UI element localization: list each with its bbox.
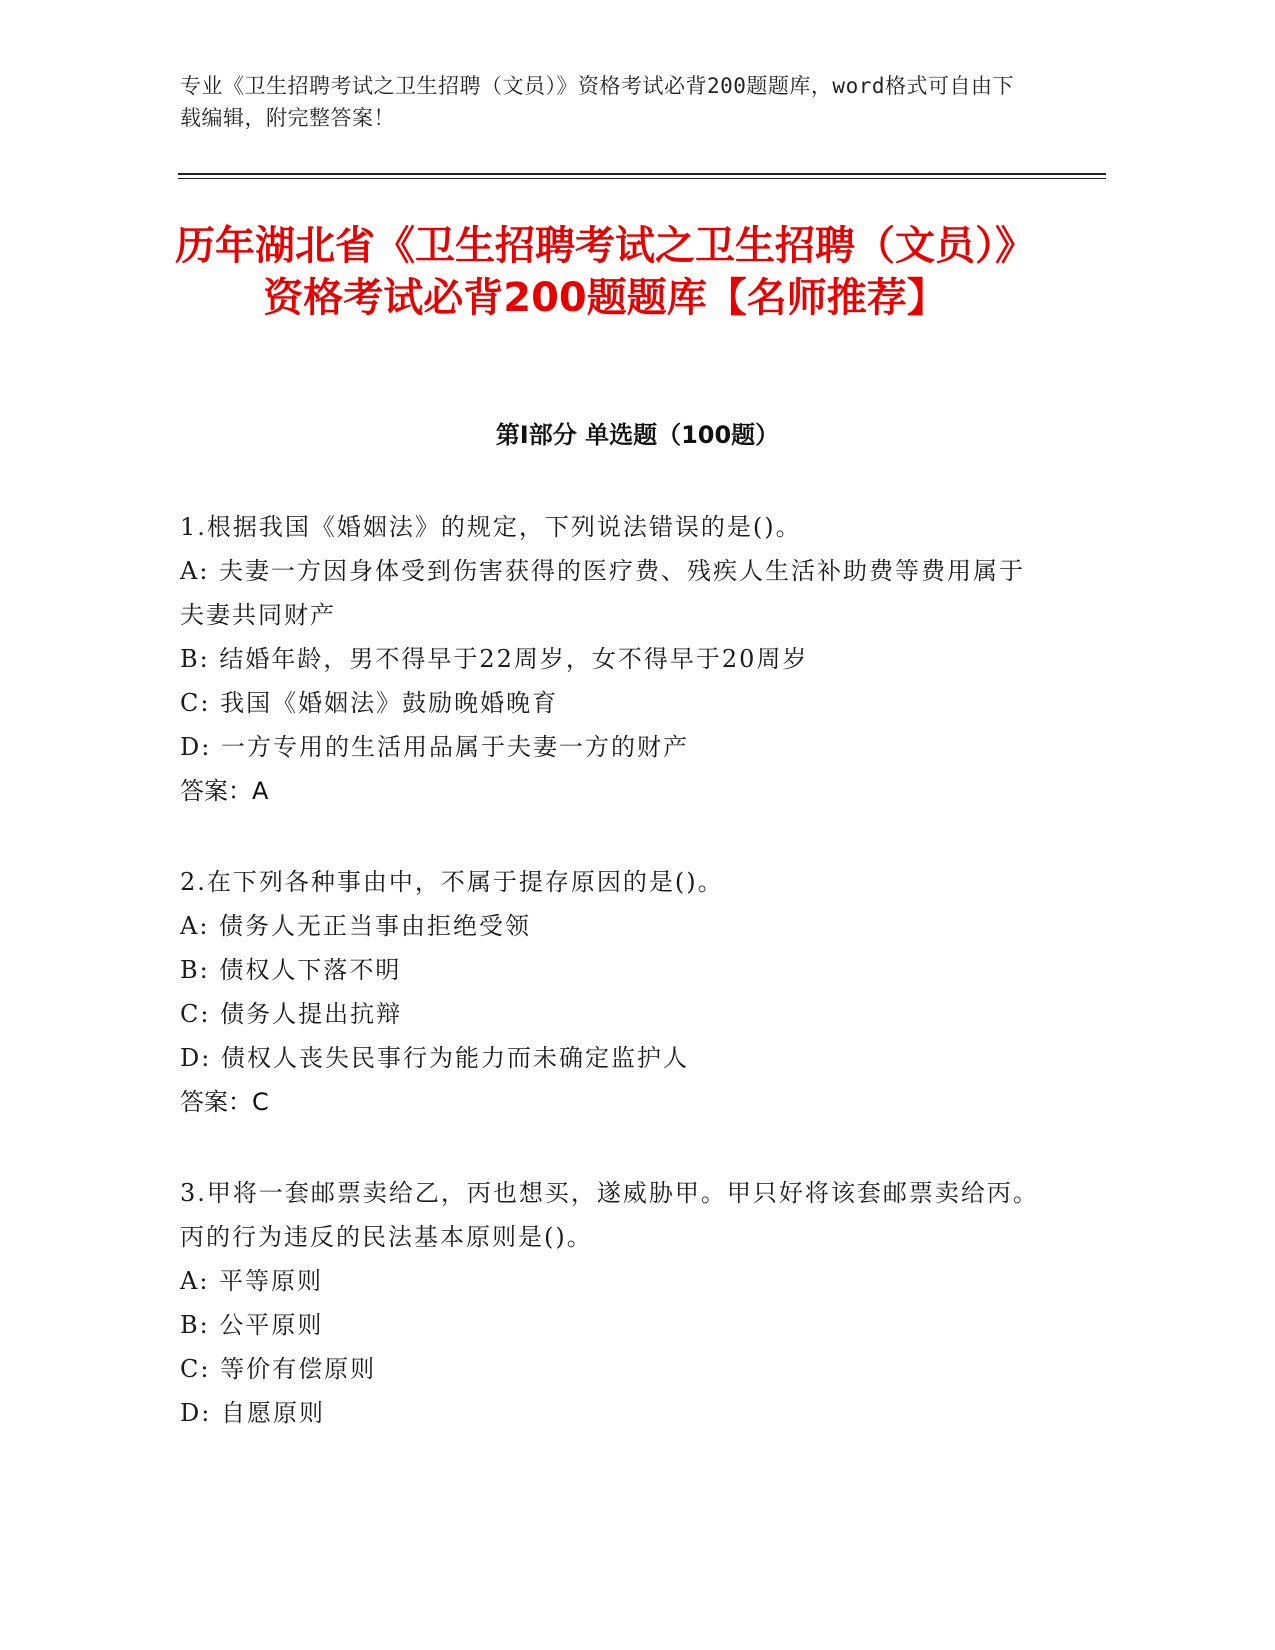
answer-label: 答案：C bbox=[180, 1088, 269, 1116]
answer-label: 答案：A bbox=[180, 777, 269, 805]
question-item bbox=[180, 860, 1040, 1124]
option-d: D: 债权人丧失民事行为能力而未确定监护人 bbox=[180, 1044, 689, 1072]
question-stem: 3.甲将一套邮票卖给乙，丙也想买，遂威胁甲。甲只好将该套邮票卖给丙。丙的行为违反的民法基本原则是()。 bbox=[180, 1179, 1039, 1251]
document-title: 历年湖北省《卫生招聘考试之卫生招聘（文员）》资格考试必背200题题库【名师推荐】 bbox=[175, 223, 1035, 321]
intro-text: 专业《卫生招聘考试之卫生招聘（文员）》资格考试必背200题题库，word格式可自由下载编辑，附完整答案！ bbox=[180, 74, 1014, 130]
question-item bbox=[180, 1171, 1040, 1435]
header-divider-thin bbox=[178, 178, 1106, 179]
option-a: A: 债务人无正当事由拒绝受领 bbox=[180, 912, 532, 940]
option-b: B: 结婚年龄，男不得早于22周岁，女不得早于20周岁 bbox=[180, 645, 809, 673]
option-c: C: 等价有偿原则 bbox=[180, 1355, 377, 1383]
option-b: B: 公平原则 bbox=[180, 1311, 324, 1339]
question-list bbox=[180, 505, 1040, 1482]
section-heading: 第I部分 单选题（100题） bbox=[495, 421, 780, 449]
option-d: D: 一方专用的生活用品属于夫妻一方的财产 bbox=[180, 733, 689, 761]
option-a: A: 平等原则 bbox=[180, 1267, 324, 1295]
question-stem: 1.根据我国《婚姻法》的规定，下列说法错误的是()。 bbox=[180, 513, 802, 541]
option-b: B: 债权人下落不明 bbox=[180, 956, 402, 984]
option-c: C: 债务人提出抗辩 bbox=[180, 1000, 403, 1028]
question-item bbox=[180, 505, 1040, 813]
header-divider-thick bbox=[178, 173, 1106, 175]
option-a: A: 夫妻一方因身体受到伤害获得的医疗费、残疾人生活补助费等费用属于夫妻共同财产 bbox=[180, 557, 1026, 629]
option-c: C: 我国《婚姻法》鼓励晚婚晚育 bbox=[180, 689, 559, 717]
question-stem: 2.在下列各种事由中，不属于提存原因的是()。 bbox=[180, 868, 724, 896]
option-d: D: 自愿原则 bbox=[180, 1399, 325, 1427]
